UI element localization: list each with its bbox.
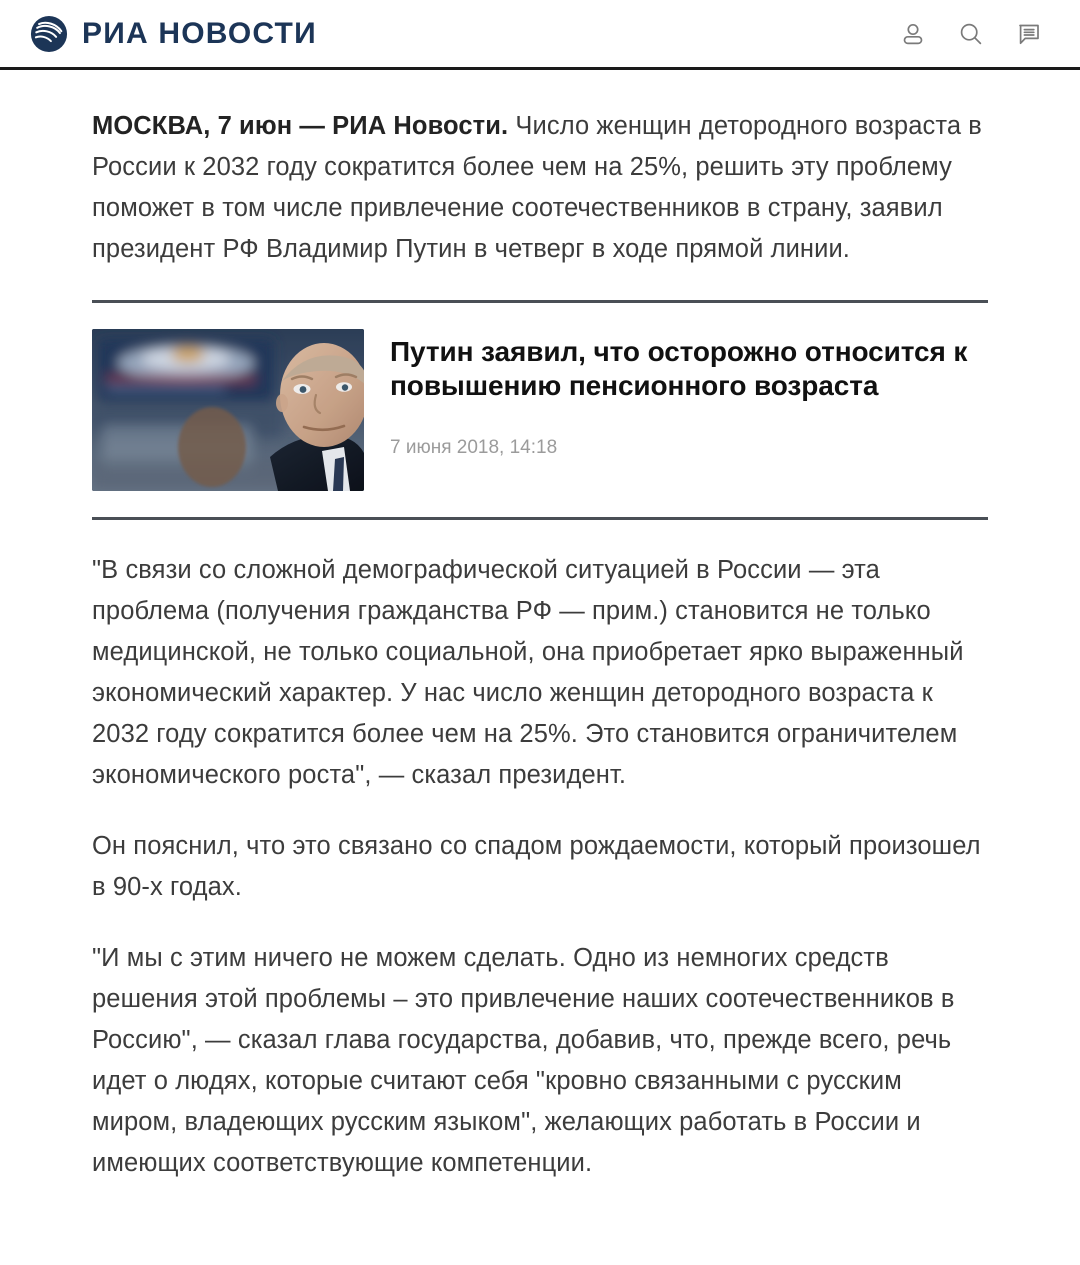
comment-bubble-icon[interactable] xyxy=(1014,19,1044,49)
site-header xyxy=(0,0,1080,70)
ria-globe-swoosh-icon xyxy=(30,15,68,53)
search-icon[interactable] xyxy=(956,19,986,49)
brand-logo-link[interactable] xyxy=(30,15,317,53)
embedded-article-date: 7 июня 2018, 14:18 xyxy=(390,437,558,458)
spacer xyxy=(92,520,988,550)
lead-text: Число женщин детородного возраста в России к 2032 году сократится более чем на 25%, решить эту проблему поможет в том числе привлечение соотечественников в страну, заявил президент РФ Владимир Путин в четверг в ходе прямой линии. xyxy=(92,112,982,263)
article-body xyxy=(0,70,1080,1184)
embedded-article-title: Путин заявил, что осторожно относится к повышению пенсионного возраста xyxy=(390,336,968,401)
lead-paragraph xyxy=(92,106,988,270)
body-paragraph-3: "И мы с этим ничего не можем сделать. Одно из немногих средств решения этой проблемы – это привлечение наших соотечественников в Россию", — сказал глава государства, добавив, что, прежде всего, речь идет о людях, которые считают себя "кровно связанными с русским миром, владеющих русским языком", желающих работать в России и имеющих соответствующие компетенции. xyxy=(92,944,955,1177)
embedded-article-meta xyxy=(390,329,988,459)
body-paragraph-1: "В связи со сложной демографической ситуацией в России — эта проблема (получения гражданства РФ — прим.) становится не только медицинской, не только социальной, она приобретает ярко выраженный экономический характер. У нас число женщин детородного возраста к 2032 году сократится более чем на 25%. Это становится ограничителем экономического роста", — сказал президент. xyxy=(92,556,964,789)
lead-source-prefix: МОСКВА, 7 июн — РИА Новости. xyxy=(92,112,509,140)
header-actions xyxy=(898,19,1056,49)
embedded-article-card[interactable] xyxy=(92,303,988,513)
body-paragraph-2: Он пояснил, что это связано со спадом рождаемости, который произошел в 90-х годах. xyxy=(92,832,981,901)
person-icon[interactable] xyxy=(898,19,928,49)
brand-name: РИА НОВОСТИ xyxy=(82,16,317,50)
embedded-article-thumbnail xyxy=(92,329,364,491)
